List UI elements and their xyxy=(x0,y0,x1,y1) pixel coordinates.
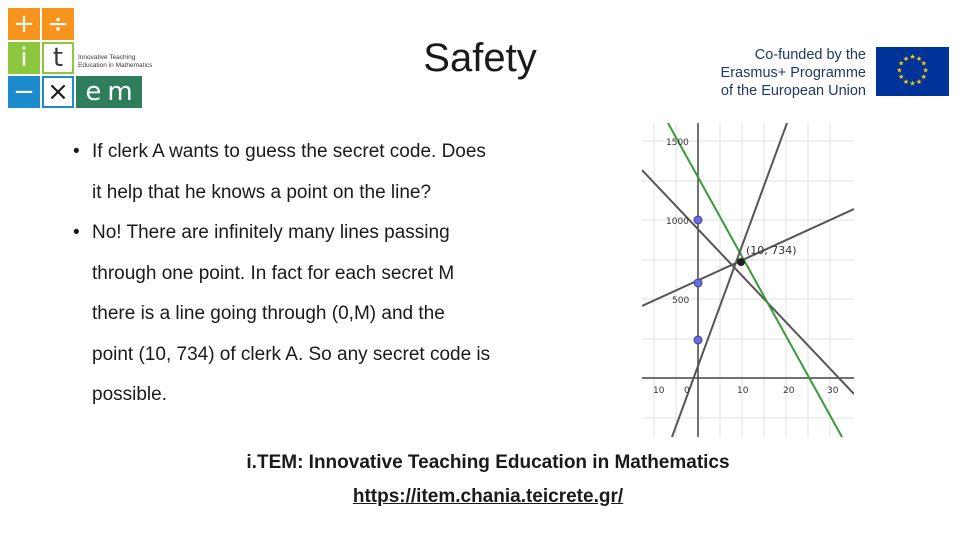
svg-text:★: ★ xyxy=(915,77,923,86)
point-on-y-axis xyxy=(694,216,702,224)
logo-minus-tile: − xyxy=(8,76,40,108)
svg-text:★: ★ xyxy=(902,54,910,63)
svg-text:★: ★ xyxy=(915,54,923,63)
svg-text:★: ★ xyxy=(920,59,927,68)
graph-canvas xyxy=(642,123,854,437)
eu-flag-icon xyxy=(876,47,949,96)
bullet-line: there is a line going through (0,M) and the xyxy=(92,303,445,324)
eu-funding-line: Co-funded by the xyxy=(754,47,866,63)
logo-subtitle-line: Education in Mathematics xyxy=(78,61,153,69)
eu-funding-text xyxy=(700,46,866,100)
x-tick-label: 0 xyxy=(684,386,690,396)
svg-text:★: ★ xyxy=(896,66,903,75)
footer-link[interactable]: https://item.chania.teicrete.gr/ xyxy=(352,486,624,507)
logo-times-tile: × xyxy=(42,76,74,108)
logo-subtitle xyxy=(78,54,153,69)
y-tick-label: 500 xyxy=(672,296,690,306)
svg-text:★: ★ xyxy=(922,66,929,75)
svg-text:★: ★ xyxy=(898,73,905,81)
bullet-line: point (10, 734) of clerk A. So any secret code is xyxy=(92,343,491,365)
logo-plus-tile: + xyxy=(8,8,40,40)
x-tick-label: 10 xyxy=(737,386,749,396)
x-tick-label: 20 xyxy=(783,386,795,396)
eu-stars-icon xyxy=(876,47,949,96)
x-tick-label: 10 xyxy=(653,386,665,396)
y-tick-label: 1500 xyxy=(666,138,689,148)
footer-title: i.TEM: Innovative Teaching Education in Mathematics xyxy=(246,452,730,473)
point-label: (10, 734) xyxy=(746,244,797,257)
logo-e-tile xyxy=(76,76,142,108)
x-tick-label: 30 xyxy=(827,386,839,396)
svg-text:★: ★ xyxy=(920,73,927,81)
bullet-line: through one point. In fact for each secret M xyxy=(92,262,455,284)
eu-funding-line: of the European Union xyxy=(720,83,866,99)
bullet-line: If clerk A wants to guess the secret code. Does xyxy=(92,141,486,162)
bullet-line: it help that he knows a point on the line? xyxy=(92,181,432,203)
bullet-line: No! There are infinitely many lines passing xyxy=(92,222,450,243)
logo-t-tile: t xyxy=(42,42,74,74)
logo-divide-tile: ÷ xyxy=(42,8,74,40)
bullet-item-question xyxy=(70,132,550,213)
intersection-point xyxy=(737,258,745,266)
svg-text:★: ★ xyxy=(898,59,905,68)
logo-e-letter: e xyxy=(85,77,102,107)
svg-text:★: ★ xyxy=(902,77,910,86)
point-on-y-axis xyxy=(694,336,702,344)
slide-title: Safety xyxy=(423,36,537,80)
bullet-dot: • xyxy=(73,222,80,243)
y-tick-label: 1000 xyxy=(666,217,689,227)
bullet-list xyxy=(70,132,550,416)
logo-i-tile: i xyxy=(8,42,40,74)
bullet-item-answer xyxy=(70,213,550,416)
svg-text:★: ★ xyxy=(909,53,916,61)
logo-subtitle-line: Innovative Teaching xyxy=(78,54,136,61)
eu-funding-line: Erasmus+ Programme xyxy=(720,65,866,81)
svg-text:★: ★ xyxy=(909,79,916,88)
logo-m-letter: m xyxy=(107,77,133,107)
logo-blank-tile xyxy=(76,8,108,40)
point-on-y-axis xyxy=(694,279,702,287)
bullet-line: possible. xyxy=(92,384,167,405)
line-graph xyxy=(642,123,854,437)
bullet-dot: • xyxy=(73,141,80,162)
item-logo xyxy=(8,8,153,110)
